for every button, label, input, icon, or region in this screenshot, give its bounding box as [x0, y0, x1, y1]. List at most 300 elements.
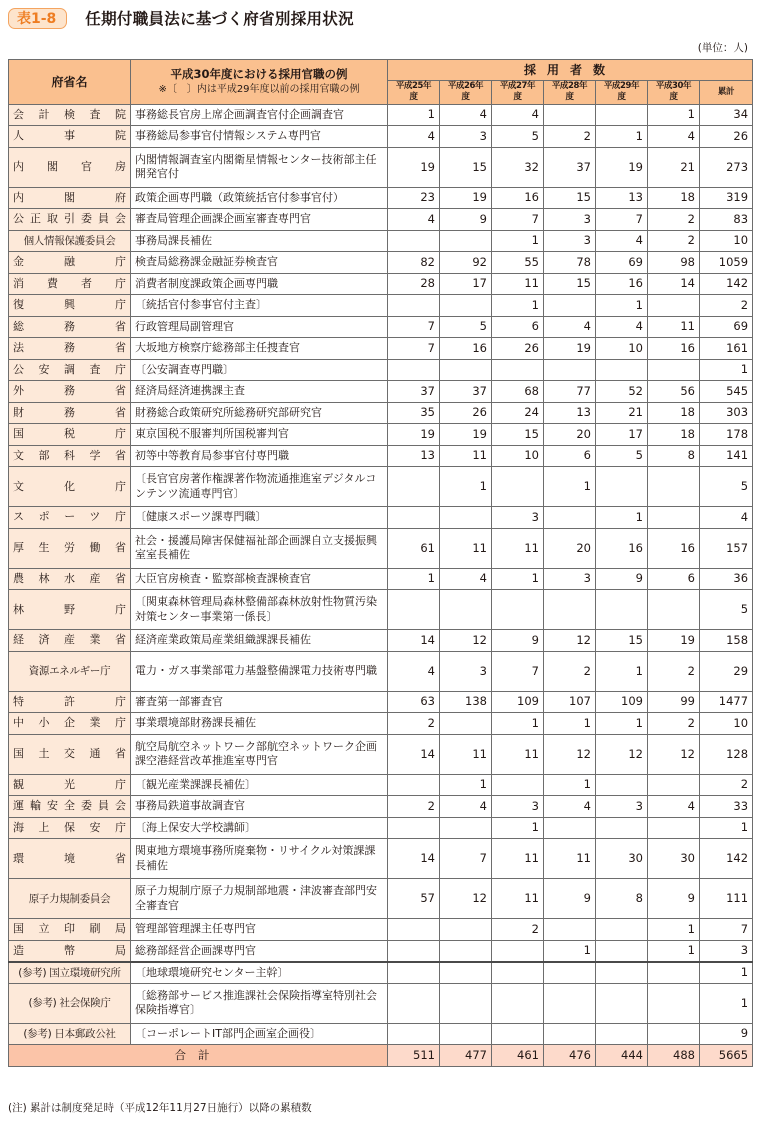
- table-row: [9, 187, 753, 209]
- header-example-note: ※〔 〕内は平成29年度以前の採用官職の例: [158, 83, 360, 95]
- year-value: 9: [648, 879, 700, 919]
- year-value: [648, 590, 700, 630]
- cumulative-value: 142: [700, 273, 753, 295]
- year-value: [388, 774, 440, 796]
- cumulative-value: 1: [700, 359, 753, 381]
- year-value: 16: [596, 273, 648, 295]
- example-position: 内閣情報調査室内閣衛星情報センター技術部主任開発官付: [131, 147, 388, 187]
- year-value: 4: [440, 568, 492, 590]
- cumulative-value: 303: [700, 402, 753, 424]
- cumulative-value: 128: [700, 734, 753, 774]
- year-value: [388, 962, 440, 984]
- year-value: 11: [440, 445, 492, 467]
- year-value: 1: [544, 774, 596, 796]
- cumulative-value: 69: [700, 316, 753, 338]
- year-value: [648, 817, 700, 839]
- example-position: 事務総局参事官付情報システム専門官: [131, 126, 388, 148]
- header-year-1: 平成26年度: [440, 81, 492, 105]
- table-row: [9, 252, 753, 274]
- ministry-name: 金融庁: [9, 252, 131, 274]
- year-value: 7: [440, 839, 492, 879]
- table-row: [9, 796, 753, 818]
- year-value: 4: [648, 126, 700, 148]
- year-value: 61: [388, 528, 440, 568]
- year-value: 4: [648, 796, 700, 818]
- year-value: 1: [492, 817, 544, 839]
- year-value: 109: [492, 691, 544, 713]
- year-value: 10: [492, 445, 544, 467]
- year-value: 28: [388, 273, 440, 295]
- ministry-name: 外務省: [9, 381, 131, 403]
- ministry-name: 国税庁: [9, 424, 131, 446]
- table-row: [9, 919, 753, 941]
- year-value: [388, 590, 440, 630]
- total-year-value: 476: [544, 1045, 596, 1067]
- table-row: [9, 359, 753, 381]
- year-value: 15: [544, 273, 596, 295]
- year-value: 11: [440, 734, 492, 774]
- year-value: 15: [492, 424, 544, 446]
- example-position: 関東地方環境事務所廃棄物・リサイクル対策課課長補佐: [131, 839, 388, 879]
- year-value: 18: [648, 402, 700, 424]
- year-value: [544, 817, 596, 839]
- cumulative-value: 10: [700, 230, 753, 252]
- year-value: [440, 817, 492, 839]
- table-row: [9, 734, 753, 774]
- ministry-name: 農林水産省: [9, 568, 131, 590]
- example-position: 大坂地方検察庁総務部主任捜査官: [131, 338, 388, 360]
- example-position: 検査局総務課金融証券検査官: [131, 252, 388, 274]
- ministry-name: 法務省: [9, 338, 131, 360]
- year-value: [388, 230, 440, 252]
- year-value: 1: [388, 568, 440, 590]
- total-year-value: 511: [388, 1045, 440, 1067]
- year-value: 32: [492, 147, 544, 187]
- unit-label: (単位：人): [697, 42, 748, 54]
- title-row: [8, 6, 354, 30]
- table-row: [9, 839, 753, 879]
- ministry-name: スポーツ庁: [9, 507, 131, 529]
- table-row: [9, 774, 753, 796]
- year-value: 11: [492, 839, 544, 879]
- header-recruit-count: 採用者数: [388, 60, 753, 81]
- year-value: 11: [492, 879, 544, 919]
- example-position: 審査局管理企画課企画室審査専門官: [131, 209, 388, 231]
- page-title: 任期付職員法に基づく府省別採用状況: [85, 10, 354, 28]
- year-value: 7: [492, 209, 544, 231]
- year-value: 24: [492, 402, 544, 424]
- year-value: 57: [388, 879, 440, 919]
- cumulative-value: 2: [700, 774, 753, 796]
- example-position: 事務局鉄道事故調査官: [131, 796, 388, 818]
- year-value: 1: [648, 919, 700, 941]
- ministry-name: 経済産業省: [9, 630, 131, 652]
- year-value: 4: [492, 104, 544, 126]
- year-value: 82: [388, 252, 440, 274]
- total-cumulative: 5665: [700, 1045, 753, 1067]
- year-value: 15: [440, 147, 492, 187]
- year-value: 99: [648, 691, 700, 713]
- year-value: 4: [596, 316, 648, 338]
- year-value: 14: [388, 630, 440, 652]
- year-value: 13: [388, 445, 440, 467]
- year-value: [440, 507, 492, 529]
- year-value: [388, 919, 440, 941]
- year-value: 35: [388, 402, 440, 424]
- cumulative-value: 1059: [700, 252, 753, 274]
- year-value: [596, 817, 648, 839]
- ministry-name: 公正取引委員会: [9, 209, 131, 231]
- header-ministry: 府省名: [9, 60, 131, 105]
- year-value: 16: [440, 338, 492, 360]
- year-value: [440, 359, 492, 381]
- recruitment-table: [8, 59, 753, 1067]
- header-example-position: [131, 60, 388, 105]
- table-body: [9, 104, 753, 1067]
- year-value: 16: [492, 187, 544, 209]
- year-value: [544, 359, 596, 381]
- total-year-value: 444: [596, 1045, 648, 1067]
- year-value: 10: [596, 338, 648, 360]
- table-row: [9, 424, 753, 446]
- year-value: 12: [440, 879, 492, 919]
- year-value: 1: [388, 104, 440, 126]
- example-position: 〔健康スポーツ課専門職〕: [131, 507, 388, 529]
- year-value: 9: [492, 630, 544, 652]
- year-value: [388, 817, 440, 839]
- year-value: 77: [544, 381, 596, 403]
- cumulative-value: 1: [700, 817, 753, 839]
- year-value: 21: [648, 147, 700, 187]
- year-value: 3: [544, 209, 596, 231]
- cumulative-value: 111: [700, 879, 753, 919]
- ministry-name: (参考) 日本郵政公社: [9, 1023, 131, 1045]
- year-value: 1: [596, 651, 648, 691]
- table-row: [9, 230, 753, 252]
- ministry-name: 消費者庁: [9, 273, 131, 295]
- example-position: 航空局航空ネットワーク部航空ネットワーク企画課空港経営改革推進室専門官: [131, 734, 388, 774]
- ministry-name: 国土交通省: [9, 734, 131, 774]
- year-value: [388, 983, 440, 1023]
- year-value: [596, 1023, 648, 1045]
- year-value: [544, 104, 596, 126]
- year-value: 2: [648, 209, 700, 231]
- year-value: 1: [492, 295, 544, 317]
- year-value: [544, 1023, 596, 1045]
- year-value: 6: [648, 568, 700, 590]
- ministry-name: 観光庁: [9, 774, 131, 796]
- year-value: 2: [544, 126, 596, 148]
- table-row: [9, 940, 753, 962]
- year-value: 11: [544, 839, 596, 879]
- year-value: 1: [492, 713, 544, 735]
- year-value: [440, 919, 492, 941]
- year-value: 16: [648, 528, 700, 568]
- year-value: [596, 467, 648, 507]
- example-position: 社会・援護局障害保健福祉部企画課自立支援振興室室長補佐: [131, 528, 388, 568]
- table-row: [9, 273, 753, 295]
- example-position: 大臣官房検査・監察部検査課検査官: [131, 568, 388, 590]
- year-value: [492, 590, 544, 630]
- year-value: [440, 983, 492, 1023]
- year-value: 19: [544, 338, 596, 360]
- year-value: [544, 295, 596, 317]
- year-value: 30: [648, 839, 700, 879]
- ministry-name: 総務省: [9, 316, 131, 338]
- table-row: [9, 147, 753, 187]
- year-value: [492, 467, 544, 507]
- year-value: 2: [648, 651, 700, 691]
- cumulative-value: 158: [700, 630, 753, 652]
- year-value: 37: [440, 381, 492, 403]
- year-value: 26: [440, 402, 492, 424]
- example-position: 総務部経営企画課専門官: [131, 940, 388, 962]
- ministry-name: 造幣局: [9, 940, 131, 962]
- year-value: [492, 359, 544, 381]
- year-value: 2: [388, 713, 440, 735]
- cumulative-value: 178: [700, 424, 753, 446]
- cumulative-value: 142: [700, 839, 753, 879]
- year-value: 14: [648, 273, 700, 295]
- total-year-value: 477: [440, 1045, 492, 1067]
- table-row: [9, 528, 753, 568]
- cumulative-value: 4: [700, 507, 753, 529]
- year-value: [492, 940, 544, 962]
- year-value: 3: [440, 651, 492, 691]
- ministry-name: 林野庁: [9, 590, 131, 630]
- cumulative-value: 33: [700, 796, 753, 818]
- example-position: 〔コーポレートIT部門企画室企画役〕: [131, 1023, 388, 1045]
- year-value: 19: [388, 424, 440, 446]
- year-value: 1: [440, 774, 492, 796]
- cumulative-value: 157: [700, 528, 753, 568]
- year-value: [388, 1023, 440, 1045]
- year-value: 14: [388, 734, 440, 774]
- table-row: [9, 590, 753, 630]
- table-row: [9, 402, 753, 424]
- year-value: 1: [596, 507, 648, 529]
- year-value: [440, 940, 492, 962]
- example-position: 財務総合政策研究所総務研究部研究官: [131, 402, 388, 424]
- example-position: 〔地球環境研究センター主幹〕: [131, 962, 388, 984]
- year-value: 19: [440, 187, 492, 209]
- year-value: 17: [596, 424, 648, 446]
- footnote: (注) 累計は制度発足時（平成12年11月27日施行）以降の累積数: [8, 1102, 312, 1114]
- year-value: [492, 774, 544, 796]
- year-value: 12: [544, 630, 596, 652]
- year-value: 107: [544, 691, 596, 713]
- cumulative-value: 1: [700, 962, 753, 984]
- table-row: [9, 879, 753, 919]
- total-year-value: 488: [648, 1045, 700, 1067]
- year-value: 6: [492, 316, 544, 338]
- year-value: 37: [544, 147, 596, 187]
- year-value: 5: [596, 445, 648, 467]
- header-year-2: 平成27年度: [492, 81, 544, 105]
- year-value: 11: [492, 734, 544, 774]
- year-value: [440, 295, 492, 317]
- year-value: 9: [596, 568, 648, 590]
- year-value: 3: [544, 230, 596, 252]
- year-value: 2: [388, 796, 440, 818]
- year-value: 4: [544, 796, 596, 818]
- year-value: 12: [596, 734, 648, 774]
- year-value: [388, 467, 440, 507]
- year-value: [440, 962, 492, 984]
- cumulative-value: 319: [700, 187, 753, 209]
- cumulative-value: 5: [700, 590, 753, 630]
- year-value: 19: [596, 147, 648, 187]
- example-position: 原子力規制庁原子力規制部地震・津波審査部門安全審査官: [131, 879, 388, 919]
- year-value: 63: [388, 691, 440, 713]
- ministry-name: 会計検査院: [9, 104, 131, 126]
- table-row: [9, 381, 753, 403]
- ministry-name: 内閣官房: [9, 147, 131, 187]
- year-value: 1: [544, 467, 596, 507]
- year-value: 12: [544, 734, 596, 774]
- example-position: 審査第一部審査官: [131, 691, 388, 713]
- cumulative-value: 141: [700, 445, 753, 467]
- year-value: [648, 774, 700, 796]
- year-value: 4: [388, 209, 440, 231]
- year-value: 12: [648, 734, 700, 774]
- year-value: 11: [492, 273, 544, 295]
- cumulative-value: 29: [700, 651, 753, 691]
- year-value: 3: [544, 568, 596, 590]
- ministry-name: 財務省: [9, 402, 131, 424]
- ministry-name: 中小企業庁: [9, 713, 131, 735]
- year-value: 2: [492, 919, 544, 941]
- cumulative-value: 9: [700, 1023, 753, 1045]
- year-value: 7: [492, 651, 544, 691]
- year-value: [440, 1023, 492, 1045]
- year-value: 19: [648, 630, 700, 652]
- table-row: [9, 126, 753, 148]
- year-value: 11: [492, 528, 544, 568]
- year-value: [596, 919, 648, 941]
- year-value: 1: [544, 713, 596, 735]
- cumulative-value: 26: [700, 126, 753, 148]
- header-year-4: 平成29年度: [596, 81, 648, 105]
- cumulative-value: 34: [700, 104, 753, 126]
- cumulative-value: 36: [700, 568, 753, 590]
- year-value: [492, 1023, 544, 1045]
- ministry-name: 文部科学省: [9, 445, 131, 467]
- year-value: [596, 962, 648, 984]
- year-value: 37: [388, 381, 440, 403]
- year-value: [596, 983, 648, 1023]
- total-row: [9, 1045, 753, 1067]
- example-position: 電力・ガス事業部電力基盤整備課電力技術専門職: [131, 651, 388, 691]
- year-value: 4: [388, 126, 440, 148]
- table-row: [9, 983, 753, 1023]
- cumulative-value: 1: [700, 983, 753, 1023]
- year-value: [648, 983, 700, 1023]
- year-value: 2: [648, 230, 700, 252]
- year-value: [544, 962, 596, 984]
- cumulative-value: 83: [700, 209, 753, 231]
- ministry-name: 人事院: [9, 126, 131, 148]
- year-value: 1: [596, 295, 648, 317]
- example-position: 行政管理局副管理官: [131, 316, 388, 338]
- example-position: 東京国税不服審判所国税審判官: [131, 424, 388, 446]
- year-value: [596, 104, 648, 126]
- year-value: 1: [492, 568, 544, 590]
- example-position: 〔観光産業課課長補佐〕: [131, 774, 388, 796]
- year-value: 21: [596, 402, 648, 424]
- year-value: 5: [492, 126, 544, 148]
- year-value: 4: [388, 651, 440, 691]
- year-value: 30: [596, 839, 648, 879]
- year-value: 20: [544, 528, 596, 568]
- cumulative-value: 1477: [700, 691, 753, 713]
- year-value: 1: [596, 713, 648, 735]
- year-value: 1: [492, 230, 544, 252]
- table-row: [9, 104, 753, 126]
- table-row: [9, 467, 753, 507]
- year-value: 14: [388, 839, 440, 879]
- example-position: 事業環境部財務課長補佐: [131, 713, 388, 735]
- year-value: 2: [648, 713, 700, 735]
- year-value: 138: [440, 691, 492, 713]
- year-value: 18: [648, 187, 700, 209]
- year-value: 3: [596, 796, 648, 818]
- year-value: 9: [544, 879, 596, 919]
- year-value: [388, 507, 440, 529]
- year-value: 17: [440, 273, 492, 295]
- year-value: 1: [440, 467, 492, 507]
- header-year-5: 平成30年度: [648, 81, 700, 105]
- ministry-name: 海上保安庁: [9, 817, 131, 839]
- year-value: 26: [492, 338, 544, 360]
- year-value: 15: [544, 187, 596, 209]
- year-value: 11: [648, 316, 700, 338]
- table-row: [9, 630, 753, 652]
- year-value: 4: [544, 316, 596, 338]
- table-row: [9, 691, 753, 713]
- year-value: 12: [440, 630, 492, 652]
- table-row: [9, 338, 753, 360]
- example-position: 〔統括官付参事官付主査〕: [131, 295, 388, 317]
- ministry-name: 復興庁: [9, 295, 131, 317]
- example-position: 初等中等教育局参事官付専門職: [131, 445, 388, 467]
- year-value: 5: [440, 316, 492, 338]
- example-position: 経済局経済連携課主査: [131, 381, 388, 403]
- year-value: 1: [596, 126, 648, 148]
- year-value: 4: [440, 104, 492, 126]
- year-value: [648, 507, 700, 529]
- year-value: 1: [544, 940, 596, 962]
- year-value: 11: [440, 528, 492, 568]
- year-value: [492, 983, 544, 1023]
- total-label: 合計: [9, 1045, 388, 1067]
- ministry-name: 内閣府: [9, 187, 131, 209]
- year-value: 19: [388, 147, 440, 187]
- ministry-name: 原子力規制委員会: [9, 879, 131, 919]
- ministry-name: 資源エネルギー庁: [9, 651, 131, 691]
- table-row: [9, 817, 753, 839]
- table-row: [9, 295, 753, 317]
- year-value: 3: [440, 126, 492, 148]
- year-value: [440, 590, 492, 630]
- year-value: [596, 590, 648, 630]
- year-value: 9: [440, 209, 492, 231]
- year-value: 3: [492, 796, 544, 818]
- year-value: [648, 467, 700, 507]
- year-value: 92: [440, 252, 492, 274]
- table-number-badge: 表1-8: [8, 8, 67, 29]
- year-value: 2: [544, 651, 596, 691]
